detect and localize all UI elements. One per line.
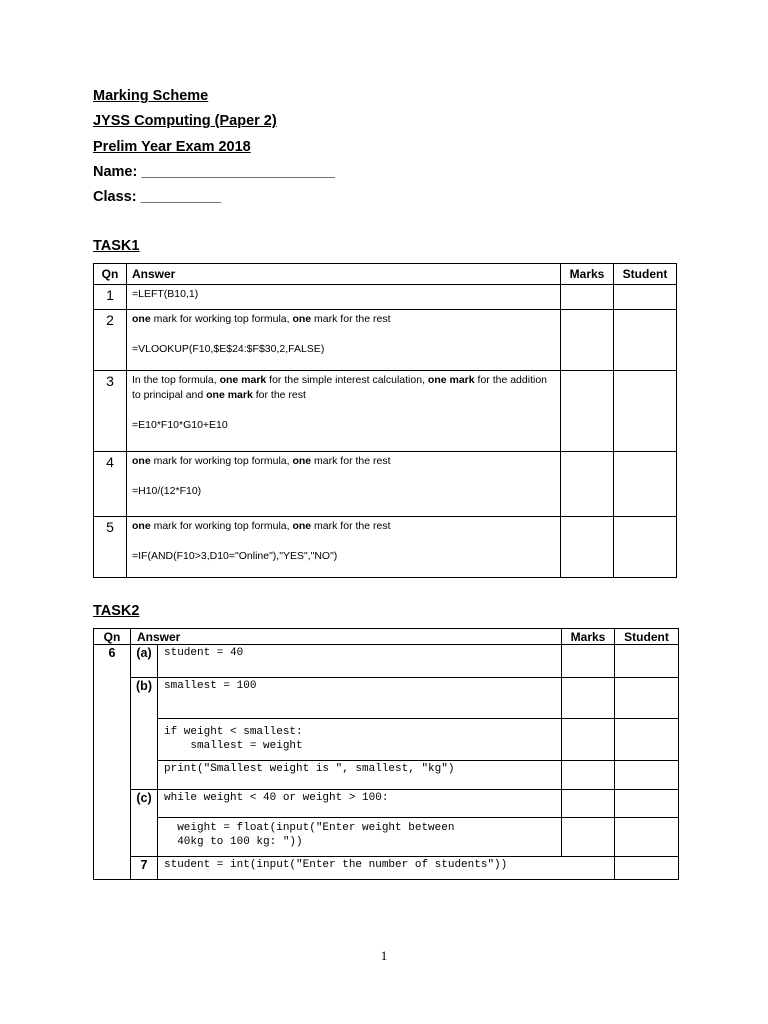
class-line [93,188,221,206]
table-row [94,517,677,578]
marks-cell [615,857,679,880]
col-header-qn: Qn [94,629,131,645]
name-blank: ________________________ [141,164,335,180]
table-row [94,310,677,371]
marks-cell [562,761,615,790]
formula: =IF(AND(F10>3,D10="Online"),"YES","NO") [132,550,338,562]
task2-title: TASK2 [93,603,140,619]
marks-cell [562,645,615,678]
answer-cell [127,285,561,310]
student-cell [615,678,679,719]
marks-cell [562,790,615,818]
student-cell [615,818,679,857]
marking-note: one mark for working top formula, one mark for the rest [132,313,391,325]
sub-question-label: (b) [131,678,158,790]
formula: =LEFT(B10,1) [132,288,199,300]
table-row [94,645,679,678]
table-header-row [94,629,679,645]
sub-question-label: (c) [131,790,158,857]
marking-note: one mark for working top formula, one mark for the rest [132,520,391,532]
task1-title: TASK1 [93,238,140,254]
col-header-answer: Answer [127,264,561,285]
class-label: Class: [93,189,141,205]
marks-cell [561,310,614,371]
question-number: 7 [131,857,158,880]
student-cell [614,310,677,371]
marks-cell [561,285,614,310]
marks-cell [562,818,615,857]
table-row [94,857,679,880]
col-header-student: Student [615,629,679,645]
table-row [94,678,679,719]
table-row [94,761,679,790]
answer-cell [127,310,561,371]
table-row [94,818,679,857]
doc-subject: JYSS Computing (Paper 2) [93,113,277,129]
page-number: 1 [380,948,388,963]
question-number: 3 [94,371,127,452]
marking-note: In the top formula, one mark for the simple interest calculation, one mark for the addition to principal and one mark for the rest [132,374,547,401]
code-answer: smallest = 100 [158,678,562,719]
student-cell [615,645,679,678]
student-cell [615,761,679,790]
col-header-student: Student [614,264,677,285]
doc-title: Marking Scheme [93,88,209,104]
name-label: Name: [93,164,142,180]
formula: =H10/(12*F10) [132,485,202,497]
student-cell [614,452,677,517]
code-answer: student = 40 [158,645,562,678]
table-row [94,452,677,517]
marks-cell [561,517,614,578]
marks-cell [561,371,614,452]
name-line [93,163,335,181]
student-cell [615,790,679,818]
table-row [94,371,677,452]
table-header-row [94,264,677,285]
code-answer: print("Smallest weight is ", smallest, "kg") [158,761,562,790]
sub-question-label: (a) [131,645,158,678]
table-row [94,719,679,761]
student-cell [614,285,677,310]
marks-cell [562,719,615,761]
answer-cell [127,517,561,578]
question-number: 6 [94,645,131,880]
answer-cell [127,452,561,517]
code-answer: weight = float(input("Enter weight between 40kg to 100 kg: ")) [158,818,562,857]
col-header-marks: Marks [561,264,614,285]
task2-table [93,628,679,880]
marking-note: one mark for working top formula, one mark for the rest [132,455,391,467]
col-header-marks: Marks [562,629,615,645]
code-answer: while weight < 40 or weight > 100: [158,790,562,818]
formula: =E10*F10*G10+E10 [132,419,228,431]
marks-cell [561,452,614,517]
col-header-qn: Qn [94,264,127,285]
code-answer: if weight < smallest: smallest = weight [158,719,562,761]
question-number: 2 [94,310,127,371]
table-row [94,285,677,310]
question-number: 5 [94,517,127,578]
answer-cell [127,371,561,452]
task1-table [93,263,677,578]
student-cell [615,719,679,761]
marks-cell [562,678,615,719]
class-blank: __________ [140,189,222,205]
code-answer: student = int(input("Enter the number of students")) [158,857,615,880]
formula: =VLOOKUP(F10,$E$24:$F$30,2,FALSE) [132,343,325,355]
question-number: 1 [94,285,127,310]
student-cell [614,371,677,452]
doc-exam: Prelim Year Exam 2018 [93,139,251,155]
question-number: 4 [94,452,127,517]
col-header-answer: Answer [131,629,562,645]
table-row [94,790,679,818]
student-cell [614,517,677,578]
